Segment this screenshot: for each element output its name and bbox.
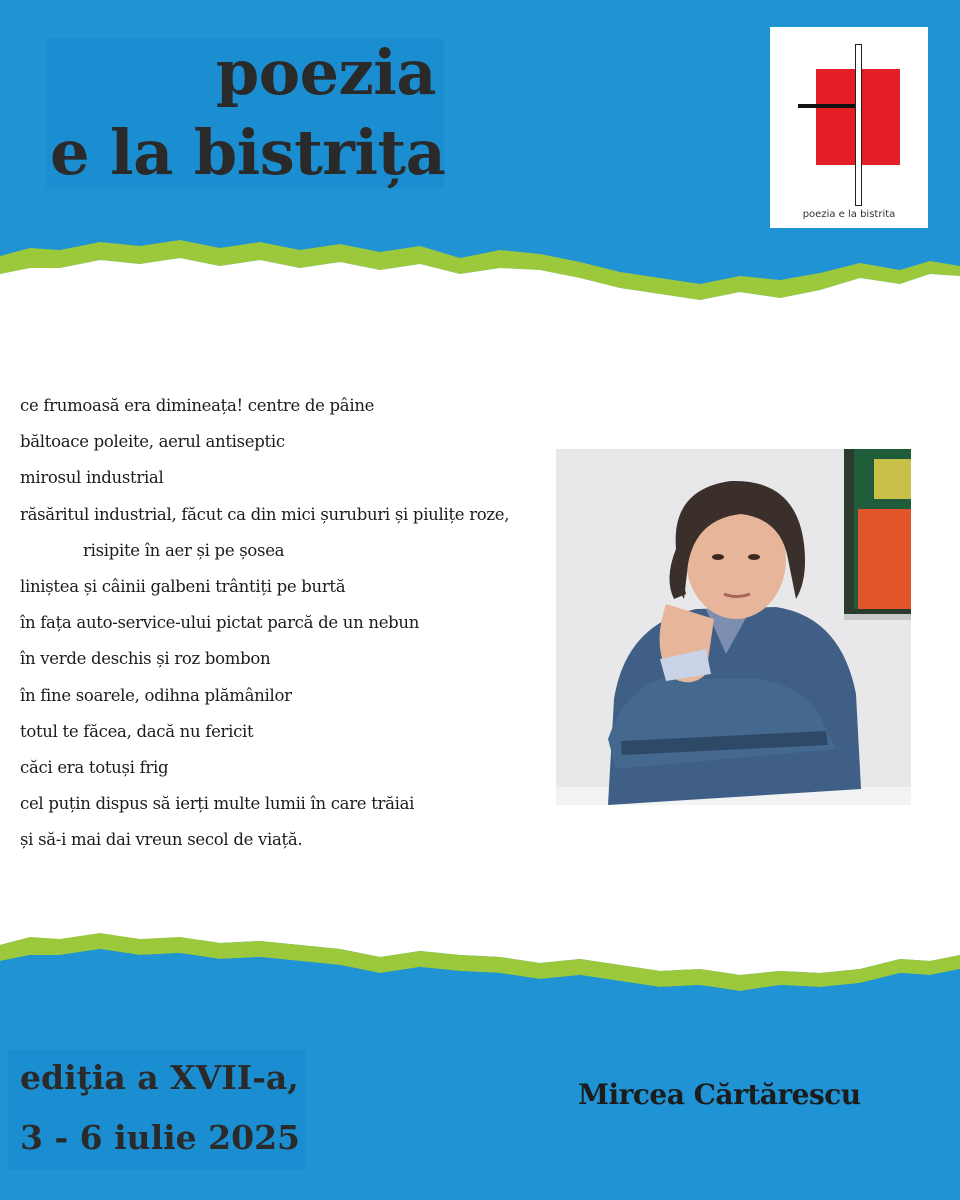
author-name: Mircea Cărtărescu [578,1078,861,1111]
poem-line: în verde deschis și roz bombon [20,649,271,669]
poem-line: mirosul industrial [20,468,164,488]
logo-horizontal-bar [798,104,862,108]
poem-line: căci era totuși frig [20,757,169,777]
author-photo [556,449,911,805]
poem-text [20,391,550,861]
poem-line: risipite în aer și pe șosea [83,540,285,560]
title-line-1: poezia [215,36,436,109]
poem-line: ce frumoasă era dimineața! centre de pâine [20,396,375,415]
author-portrait-illustration [556,449,911,805]
poem-line: băltoace poleite, aerul antiseptic [20,432,285,452]
poem-line: în fine soarele, odihna plămânilor [20,685,292,705]
poem-line: și să-i mai dai vreun secol de viață. [20,830,303,850]
poem-line: totul te făcea, dacă nu fericit [20,721,254,741]
torn-paper-top-edge [0,228,960,338]
edition-info [8,1050,306,1170]
poem-line: cel puțin dispus să ierți multe lumii în care trăiai [20,794,415,814]
festival-title [46,38,444,188]
logo-caption: poezia e la bistrita [802,209,896,220]
edition-label: ediţia a XVII-a, [20,1058,299,1097]
festival-dates: 3 - 6 iulie 2025 [20,1118,301,1157]
festival-logo [770,27,928,235]
poem-line: răsăritul industrial, făcut ca din mici șuruburi și piulițe roze, [20,504,510,524]
logo-vertical-bar [855,44,862,206]
poem-line: liniștea și câinii galbeni trântiți pe burtă [20,576,346,596]
title-line-2: e la bistrița [50,116,446,189]
poem-line: în fața auto-service-ului pictat parcă de un nebun [20,613,420,633]
